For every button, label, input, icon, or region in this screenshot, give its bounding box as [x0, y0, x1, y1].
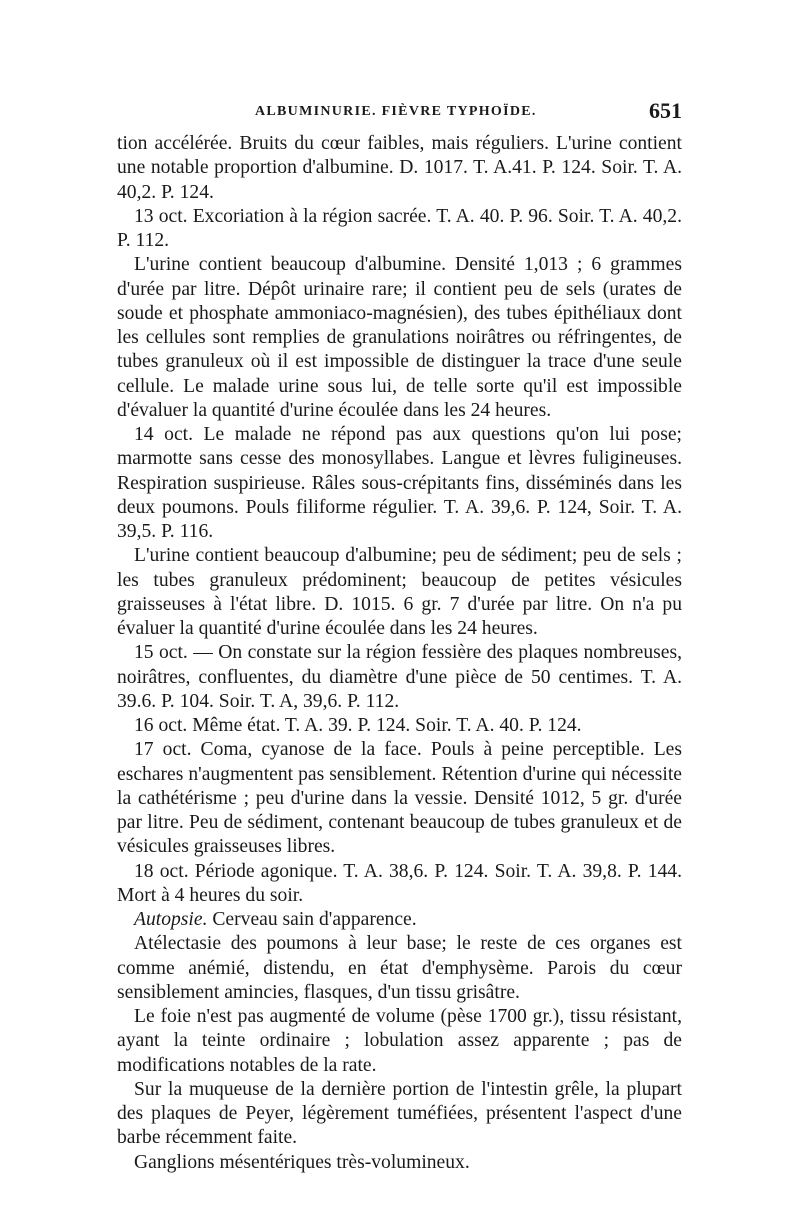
- paragraph: L'urine contient beaucoup d'albumine. Densité 1,013 ; 6 grammes d'urée par litre. Dépôt urinaire rare; il contient peu de sels (urates de soude et phosphate ammoniaco-magnésien), des tubes épithéliaux dont les cellules sont remplies de granulations noirâtres ou réfringentes, de tubes granuleux où il est impossible de distinguer la trace d'une seule cellule. Le malade urine sous lui, de telle sorte qu'il est impossible d'évaluer la quantité d'urine écoulée dans les 24 heures.: [117, 254, 682, 421]
- paragraph: 18 oct. Période agonique. T. A. 38,6. P. 124. Soir. T. A. 39,8. P. 144. Mort à 4 heures du soir.: [117, 860, 682, 906]
- paragraph: L'urine contient beaucoup d'albumine; peu de sédiment; peu de sels ; les tubes granuleux prédominent; beaucoup de petites vésicules graisseuses à l'état libre. D. 1015. 6 gr. 7 d'urée par litre. On n'a pu évaluer la quantité d'urine écoulée dans les 24 heures.: [117, 545, 682, 639]
- paragraph: 17 oct. Coma, cyanose de la face. Pouls à peine perceptible. Les eschares n'augmentent pas sensiblement. Rétention d'urine qui nécessite la cathétérisme ; peu d'urine dans la vessie. Densité 1012, 5 gr. d'urée par litre. Peu de sédiment, contenant beaucoup de tubes granuleux et de vésicules graisseuses libres.: [117, 739, 682, 858]
- page-header: [117, 98, 682, 128]
- paragraph: 14 oct. Le malade ne répond pas aux questions qu'on lui pose; marmotte sans cesse des monosyllabes. Langue et lèvres fuligineuses. Respiration suspirieuse. Râles sous-crépitants fins, disséminés dans les deux poumons. Pouls filiforme régulier. T. A. 39,6. P. 124, Soir. T. A. 39,5. P. 116.: [117, 424, 682, 542]
- running-title: ALBUMINURIE. FIÈVRE TYPHOÏDE.: [255, 104, 537, 119]
- paragraph: 16 oct. Même état. T. A. 39. P. 124. Soir. T. A. 40. P. 124.: [134, 715, 582, 736]
- paragraph: Sur la muqueuse de la dernière portion de l'intestin grêle, la plupart des plaques de Peyer, légèrement tuméfiées, présentent l'aspect d'une barbe récemment faite.: [117, 1078, 682, 1149]
- paragraph: 13 oct. Excoriation à la région sacrée. T. A. 40. P. 96. Soir. T. A. 40,2. P. 112.: [117, 205, 682, 251]
- paragraph: 15 oct. — On constate sur la région fessière des plaques nombreuses, noirâtres, confluentes, du diamètre d'une pièce de 50 centimes. T. A. 39.6. P. 104. Soir. T. A, 39,6. P. 112.: [117, 642, 682, 712]
- paragraph: Le foie n'est pas augmenté de volume (pèse 1700 gr.), tissu résistant, ayant la teinte ordinaire ; lobulation assez apparente ; pas de modifications notables de la rate.: [117, 1006, 682, 1076]
- paragraph: Atélectasie des poumons à leur base; le reste de ces organes est comme anémié, distendu, en état d'emphysème. Parois du cœur sensiblement amincies, flasques, d'un tissu grisâtre.: [117, 933, 682, 1003]
- autopsy-label: Autopsie.: [134, 909, 208, 930]
- paragraph: tion accélérée. Bruits du cœur faibles, mais réguliers. L'urine contient une notable proportion d'albumine. D. 1017. T. A.41. P. 124. Soir. T. A. 40,2. P. 124.: [117, 133, 682, 203]
- page-number: 651: [649, 98, 682, 123]
- autopsy-paragraph: [117, 908, 682, 932]
- body-text: [117, 132, 682, 1175]
- autopsy-text: Cerveau sain d'apparence.: [207, 909, 417, 930]
- paragraph: Ganglions mésentériques très-volumineux.: [134, 1151, 470, 1173]
